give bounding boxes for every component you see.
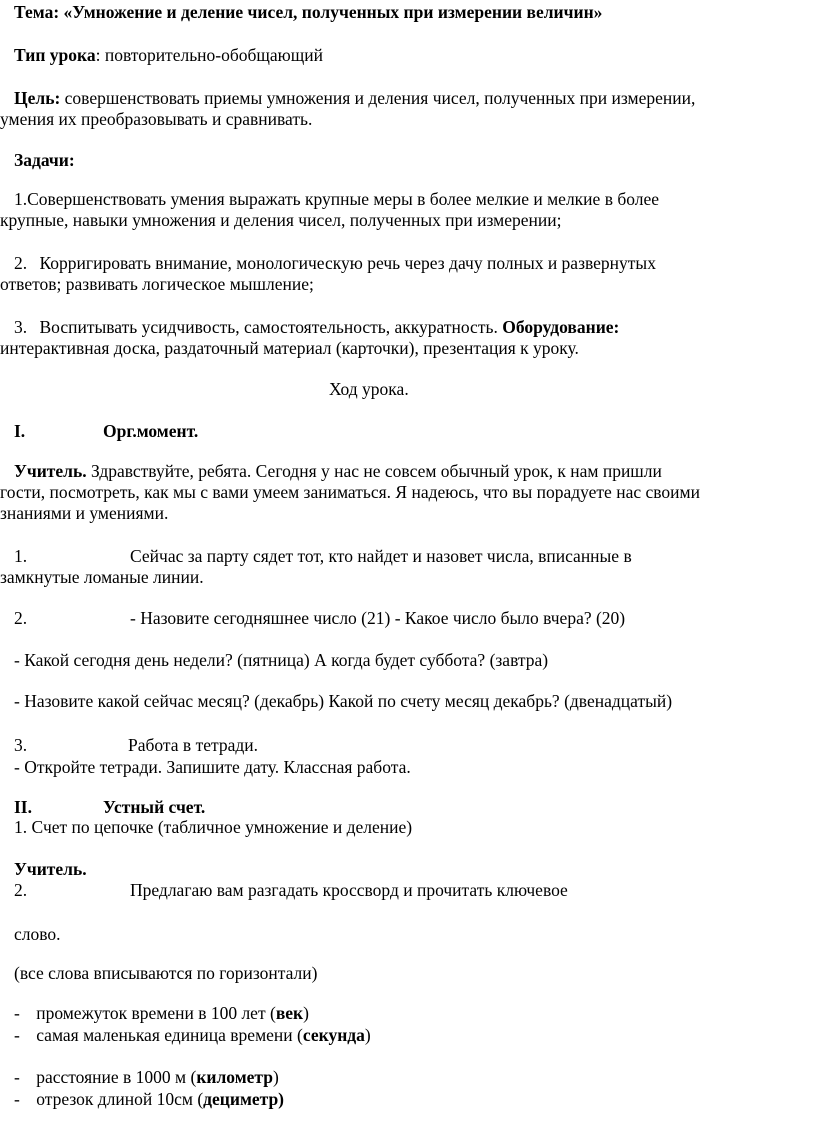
clue-text: самая маленькая единица времени (: [36, 1025, 303, 1045]
lesson-type-label: Тип урока: [14, 45, 96, 65]
section2-item2-text: Предлагаю вам разгадать кроссворд и прочитать ключевое: [130, 880, 568, 900]
lesson-type-line: [14, 45, 323, 66]
topic-text: «Умножение и деление чисел, полученных при измерении величин»: [63, 2, 603, 22]
topic-label: Тема:: [14, 2, 60, 22]
clue-item: [14, 1067, 279, 1088]
clue-dash: -: [14, 1003, 20, 1023]
item3-text: Работа в тетради.: [128, 735, 259, 755]
clue-item: [14, 1025, 371, 1046]
task2-line-2: ответов; развивать логическое мышление;: [0, 274, 314, 294]
item2-number: 2.: [14, 608, 28, 628]
teacher-text-1: Здравствуйте, ребята. Сегодня у нас не совсем обычный урок, к нам пришли: [86, 461, 662, 481]
clue-answer: век: [275, 1003, 304, 1023]
equipment-label: Оборудование:: [502, 317, 620, 337]
section2-title: Устный счет.: [103, 797, 206, 817]
item1-number: 1.: [14, 546, 28, 566]
goal-line-1: [14, 88, 695, 109]
goal-label: Цель:: [14, 88, 61, 108]
task1-line-2: крупные, навыки умножения и деления чисел, полученных при измерении;: [0, 210, 562, 230]
clue-close: ): [303, 1003, 309, 1023]
teacher-line-2: гости, посмотреть, как мы с вами умеем заниматься. Я надеюсь, что вы порадуете нас своими: [0, 482, 700, 502]
clue-close: ): [364, 1025, 371, 1045]
item1-text-2: замкнутые ломаные линии.: [0, 567, 204, 587]
lesson-type-text: : повторительно-обобщающий: [95, 45, 323, 65]
task2-line-1: [14, 253, 656, 274]
teacher-line-3: знаниями и умениями.: [0, 503, 169, 523]
task2-text-1: Корригировать внимание, монологическую речь через дачу полных и развернутых: [39, 253, 656, 273]
item3-sub: - Откройте тетради. Запишите дату. Классная работа.: [14, 757, 411, 777]
topic-line: [14, 2, 602, 23]
section2-item1: 1. Счет по цепочке (табличное умножение и деление): [14, 817, 413, 837]
teacher-label: Учитель.: [14, 461, 87, 481]
clue-text: отрезок длиной 10см (: [36, 1089, 204, 1109]
section1-numeral: I.: [14, 421, 26, 441]
section2-item2-cont: слово.: [14, 924, 61, 944]
section2-item2-number: 2.: [14, 880, 28, 900]
teacher-line-1: [14, 461, 662, 482]
question-month: - Назовите какой сейчас месяц? (декабрь) Какой по счету месяц декабрь? (двенадцатый): [14, 691, 673, 711]
section1-title: Орг.момент.: [103, 421, 199, 441]
question-day: - Какой сегодня день недели? (пятница) А когда будет суббота? (завтра): [14, 650, 549, 670]
clue-text: промежуток времени в 100 лет (: [36, 1003, 276, 1023]
task1-line-1: 1.Совершенствовать умения выражать крупные меры в более мелкие и мелкие в более: [14, 189, 660, 209]
item3-number: 3.: [14, 735, 28, 755]
task2-number: 2.: [14, 253, 28, 273]
section2-teacher-label: Учитель.: [14, 859, 87, 879]
task3-line-1: [14, 317, 619, 338]
clue-dash: -: [14, 1025, 20, 1045]
clue-answer: дециметр): [203, 1089, 284, 1109]
task3-line-2: интерактивная доска, раздаточный материал (карточки), презентация к уроку.: [0, 338, 579, 358]
clue-item: [14, 1003, 309, 1024]
item1-text-1: Сейчас за парту сядет тот, кто найдет и назовет числа, вписанные в: [130, 546, 632, 566]
crossword-note: (все слова вписываются по горизонтали): [14, 963, 318, 983]
section2-numeral: II.: [14, 797, 32, 817]
task3-number: 3.: [14, 317, 28, 337]
lesson-flow-heading: Ход урока.: [329, 379, 409, 399]
item2-text: - Назовите сегодняшнее число (21) - Какое число было вчера? (20): [130, 608, 626, 628]
goal-line-2: умения их преобразовывать и сравнивать.: [0, 109, 313, 129]
tasks-label: Задачи:: [14, 150, 75, 170]
clue-dash: -: [14, 1067, 20, 1087]
clue-item: [14, 1089, 284, 1110]
goal-text-1: совершенствовать приемы умножения и деления чисел, полученных при измерении,: [60, 88, 696, 108]
task3-text-1: Воспитывать усидчивость, самостоятельность, аккуратность.: [39, 317, 503, 337]
clue-text: расстояние в 1000 м (: [36, 1067, 197, 1087]
clue-answer: секунда: [302, 1025, 365, 1045]
clue-close: ): [272, 1067, 279, 1087]
clue-answer: километр: [196, 1067, 273, 1087]
clue-dash: -: [14, 1089, 20, 1109]
